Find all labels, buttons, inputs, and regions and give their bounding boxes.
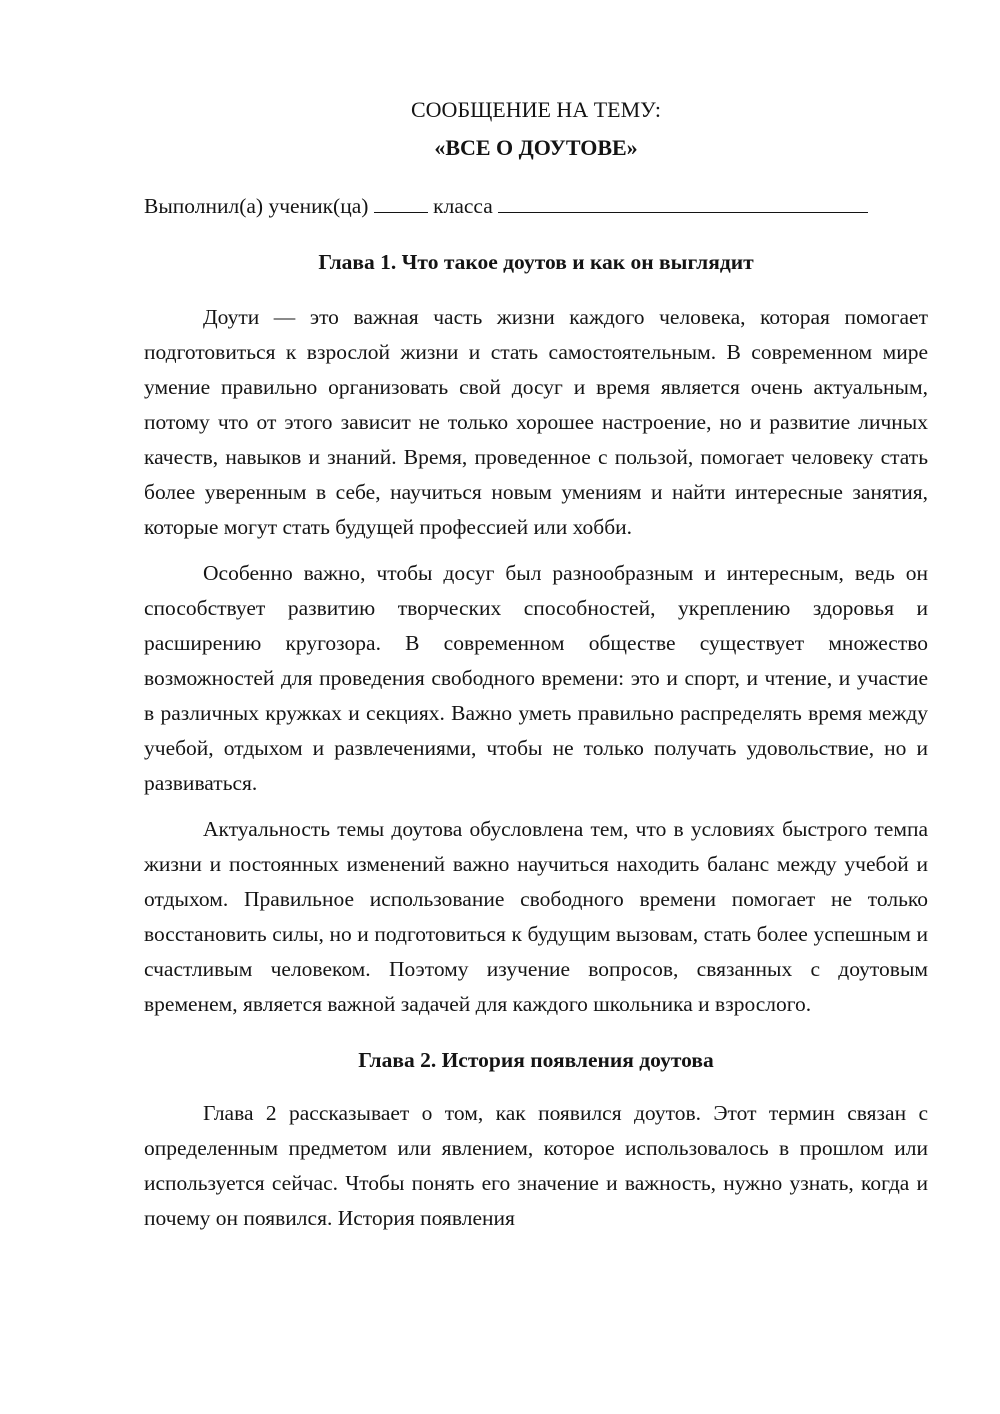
author-line bbox=[144, 188, 928, 224]
document-content bbox=[144, 92, 928, 1236]
chapter-1-title: Глава 1. Что такое доутов и как он выглядит bbox=[318, 250, 754, 274]
chapter-1-paragraph-1: Доути — это важная часть жизни каждого человека, которая помогает подготовиться к взрослой жизни и стать самостоятельным. В современном мире умение правильно организовать свой досуг и время является очень актуальным, потому что от этого зависит не только хорошее настроение, но и развитие личных качеств, навыков и знаний. Время, проведенное с пользой, помогает человеку стать более уверенным в себе, научиться новым умениям и найти интересные занятия, которые могут стать будущей профессией или хобби. bbox=[144, 305, 928, 539]
performed-by-label: Выполнил(а) ученик(ца) bbox=[144, 194, 369, 218]
student-name-blank bbox=[498, 188, 868, 213]
class-number-blank bbox=[374, 188, 428, 213]
chapter-2-paragraph-1: Глава 2 рассказывает о том, как появился доутов. Этот термин связан с определенным предметом или явлением, которое использовалось в прошлом или используется сейчас. Чтобы понять его значение и важность, нужно узнать, когда и почему он появился. История появления bbox=[144, 1101, 928, 1230]
document-title-line-2: «ВСЕ О ДОУТОВЕ» bbox=[434, 135, 638, 160]
document-title-line-1: СООБЩЕНИЕ НА ТЕМУ: bbox=[411, 97, 661, 122]
chapter-2-title: Глава 2. История появления доутова bbox=[358, 1048, 714, 1072]
chapter-1-paragraph-2: Особенно важно, чтобы досуг был разнообразным и интересным, ведь он способствует развитию творческих способностей, укреплению здоровья и расширению кругозора. В современном обществе существует множество возможностей для проведения свободного времени: это и спорт, и чтение, и участие в различных кружках и секциях. Важно уметь правильно распределять время между учебой, отдыхом и развлечениями, чтобы не только получать удовольствие, но и развиваться. bbox=[144, 561, 928, 795]
chapter-1-paragraph-3: Актуальность темы доутова обусловлена тем, что в условиях быстрого темпа жизни и постоянных изменений важно научиться находить баланс между учебой и отдыхом. Правильное использование свободного времени помогает не только восстановить силы, но и подготовиться к будущим вызовам, стать более успешным и счастливым человеком. Поэтому изучение вопросов, связанных с доутовым временем, является важной задачей для каждого школьника и взрослого. bbox=[144, 817, 928, 1016]
class-label: класса bbox=[433, 194, 493, 218]
